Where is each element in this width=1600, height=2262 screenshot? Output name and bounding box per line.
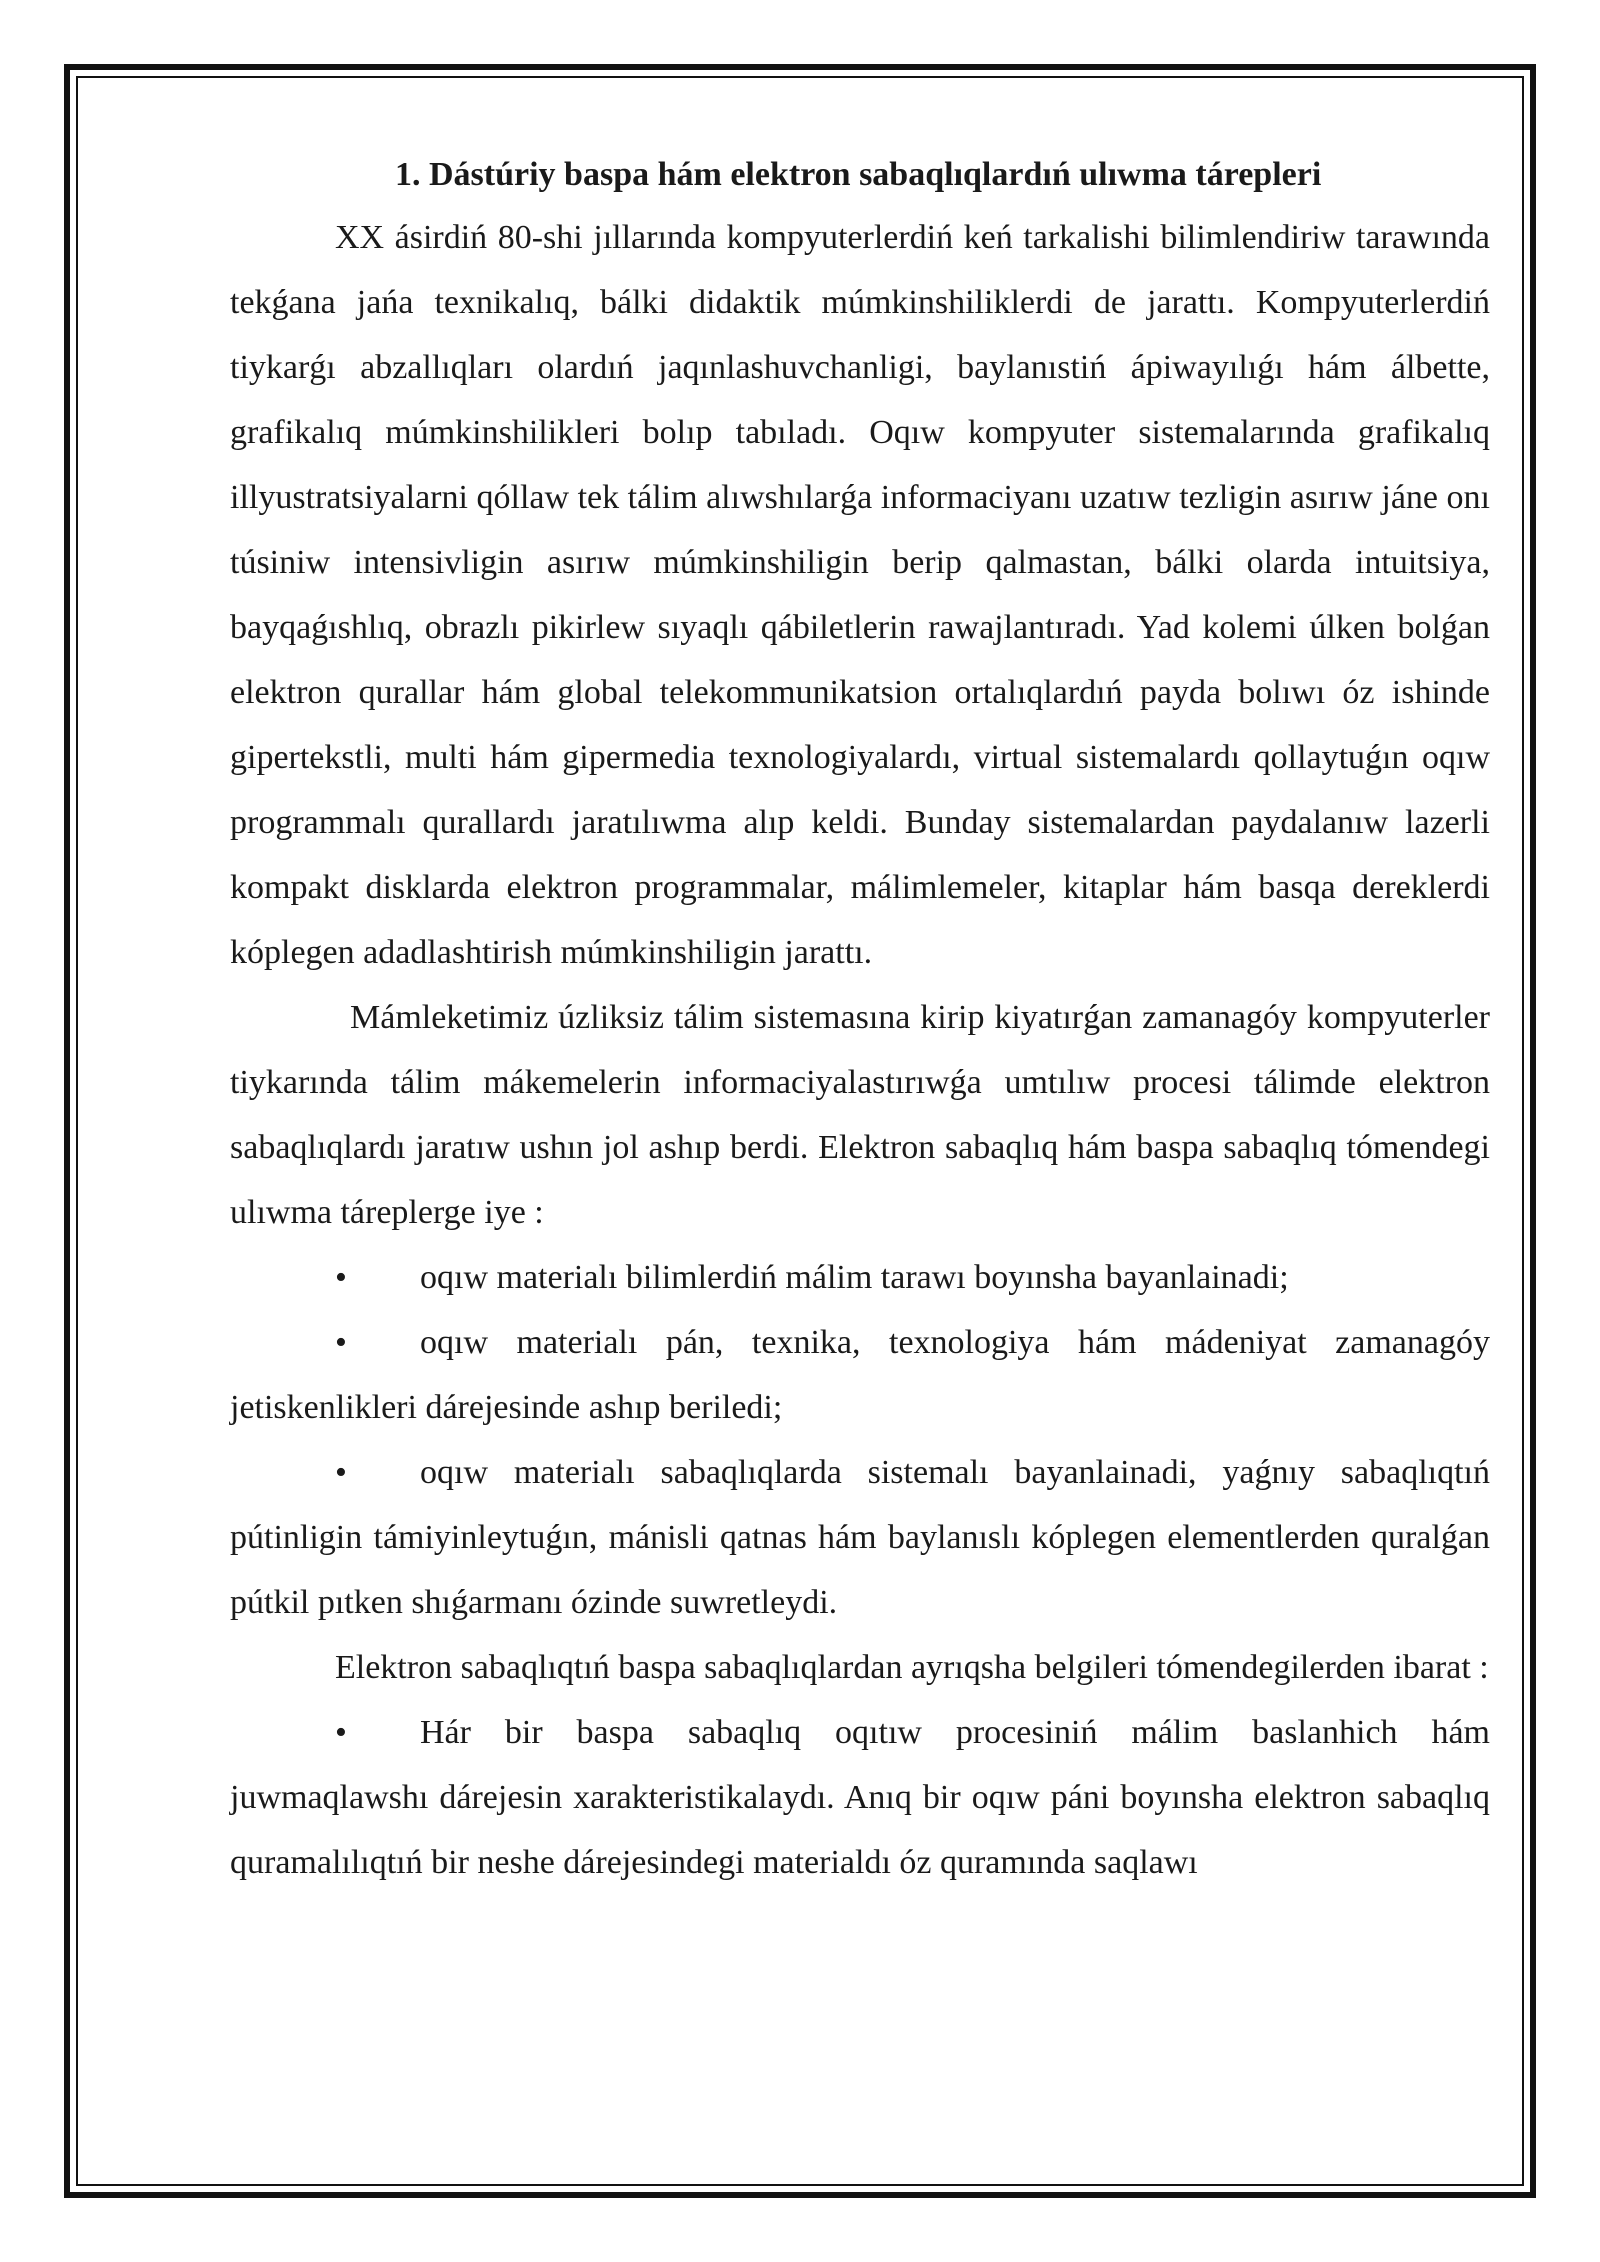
bullet-mark: • [335,1324,347,1361]
bullet-mark: • [335,1454,347,1491]
bullet-item-2 [230,1310,1490,1440]
bullet-text-1: oqıw materialı bilimlerdiń málim tarawı boyınsha bayanlainadi; [420,1259,1289,1296]
bullet-item-4 [230,1700,1490,1895]
bullet-text-3: oqıw materialı sabaqlıqlarda sistemalı bayanlainadi, yaǵnıy sabaqlıqtıń pútinligin támiyinleytuǵın, mánisli qatnas hám baylanıslı kóplegen elementlerden quralǵan pútkil pıtken shıǵarmanı ózinde suwretleydi. [230,1454,1490,1621]
bullet-mark: • [335,1714,347,1751]
paragraph-2: Mámleketimiz úzliksiz tálim sistemasına kirip kiyatırǵan zamanagóy kompyuterler tiykarında tálim mákemelerin informaciyalastırıwǵa umtılıw procesi tálimde elektron sabaqlıqlardı jaratıw ushın jol ashıp berdi. Elektron sabaqlıq hám baspa sabaqlıq tómendegi ulıwma táreplerge iye : [230,999,1490,1231]
document-title: 1. Dástúriy baspa hám elektron sabaqlıqlardıń ulıwma tárepleri [395,156,1322,193]
bullet-item-1 [230,1245,1490,1310]
bullet-text-2: oqıw materialı pán, texnika, texnologiya hám mádeniyat zamanagóy jetiskenlikleri dárejesinde ashıp beriledi; [230,1324,1490,1426]
bullet-mark: • [335,1259,347,1296]
paragraph-3: Elektron sabaqlıqtıń baspa sabaqlıqlardan ayrıqsha belgileri tómendegilerden ibarat : [335,1649,1489,1686]
document-body [230,145,1490,1895]
bullet-text-4: Hár bir baspa sabaqlıq oqıtıw procesiniń málim baslanhich hám juwmaqlawshı dárejesin xarakteristikalaydı. Anıq bir oqıw páni boyınsha elektron sabaqlıq quramalılıqtıń bir neshe dárejesindegi materialdı óz quramında saqlawı [230,1714,1490,1881]
bullet-item-3 [230,1440,1490,1635]
paragraph-1: XX ásirdiń 80-shi jıllarında kompyuterlerdiń keń tarkalishi bilimlendiriw tarawında tekǵana jańa texnikalıq, bálki didaktik múmkinshiliklerdi de jarattı. Kompyuterlerdiń tiykarǵı abzallıqları olardıń jaqınlashuvchanligi, baylanıstiń ápiwayılıǵı hám álbette, grafikalıq múmkinshilikleri bolıp tabıladı. Oqıw kompyuter sistemalarında grafikalıq illyustratsiyalarni qóllaw tek tálim alıwshılarǵa informaciyanı uzatıw tezligin asırıw jáne onı túsiniw intensivligin asırıw múmkinshiligin berip qalmastan, bálki olarda intuitsiya, bayqaǵıshlıq, obrazlı pikirlew sıyaqlı qábiletlerin rawajlantıradı. Yad kolemi úlken bolǵan elektron qurallar hám global telekommunikatsion ortalıqlardıń payda bolıwı óz ishinde gipertekstli, multi hám gipermedia texnologiyalardı, virtual sistemalardı qollaytuǵın oqıw programmalı qurallardı jaratılıwma alıp keldi. Bunday sistemalardan paydalanıw lazerli kompakt disklarda elektron programmalar, málimlemeler, kitaplar hám basqa dereklerdi kóplegen adadlashtirish múmkinshiligin jarattı. [230,219,1490,971]
